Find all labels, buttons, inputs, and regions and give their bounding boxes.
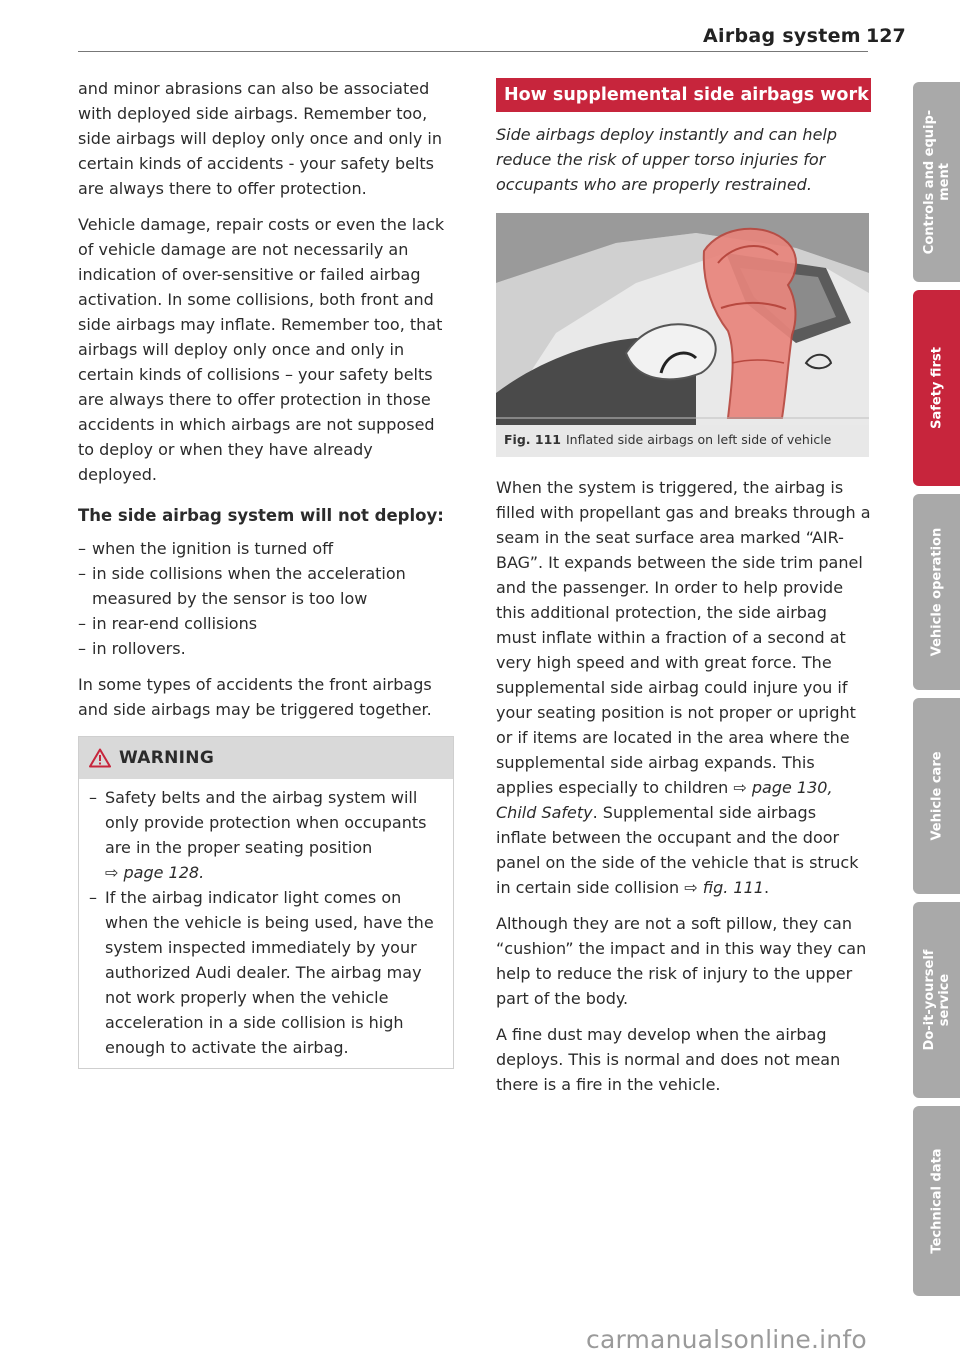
tab-do-it-yourself-service[interactable]: Do-it-yourself service	[913, 902, 960, 1098]
list-item: – when the ignition is turned off	[78, 536, 454, 561]
figure-reference-link[interactable]: ⇨ fig. 111	[684, 878, 764, 897]
warning-header	[79, 737, 453, 779]
tab-vehicle-care[interactable]: Vehicle care	[913, 698, 960, 894]
warning-body	[79, 779, 453, 1068]
list-item: – in side collisions when the acceleration measured by the sensor is too low	[78, 561, 454, 611]
paragraph: Although they are not a soft pillow, they can “cushion” the impact and in this way they can help to reduce the risk of injury to the upper part of the body.	[496, 914, 867, 1008]
warning-box	[78, 736, 454, 1069]
right-column	[496, 76, 871, 1108]
running-title: Airbag system	[703, 25, 861, 47]
paragraph: In some types of accidents the front airbags and side airbags may be triggered together.	[78, 675, 432, 719]
tab-vehicle-operation[interactable]: Vehicle operation	[913, 494, 960, 690]
list-item: – in rollovers.	[78, 636, 454, 661]
paragraph: A fine dust may develop when the airbag deploys. This is normal and does not mean there is a fire in the vehicle.	[496, 1025, 841, 1094]
page-number: 127	[866, 25, 906, 47]
watermark: carmanualsonline.info	[586, 1325, 867, 1354]
bullet-list	[78, 536, 454, 661]
page-reference-link[interactable]: ⇨ page 128.	[105, 863, 205, 882]
intro-paragraph: Side airbags deploy instantly and can help reduce the risk of upper torso injuries for occupants who are properly restrained.	[496, 125, 838, 194]
warning-title: WARNING	[119, 747, 215, 768]
header-rule	[78, 51, 868, 52]
paragraph: Vehicle damage, repair costs or even the lack of vehicle damage are not necessarily an indication of over-sensitive or failed airbag activation. In some collisions, both front and side airbags may inflate. Remember too, that airbags will deploy only once and only in certain kinds of collisions – your safety belts are always there to offer protection in those accidents in which airbags are not supposed to deploy or when they have already deployed.	[78, 215, 445, 484]
left-column	[78, 76, 454, 1069]
tab-safety-first[interactable]: Safety first	[913, 290, 960, 486]
warning-item: – If the airbag indicator light comes on when the vehicle is being used, have the system inspected immediately by your authorized Audi dealer. The airbag may not work properly when the vehicle acceleration in a side collision is high enough to activate the airbag.	[89, 885, 435, 1060]
warning-item: – Safety belts and the airbag system will only provide protection when occupants are in the proper seating position ⇨ page 128.	[89, 785, 435, 885]
section-title: How supplemental side airbags work	[496, 78, 871, 112]
subheading: The side airbag system will not deploy:	[78, 506, 444, 525]
side-airbag-illustration	[496, 213, 869, 425]
figure-label: Fig. 111	[504, 432, 561, 447]
list-item: – in rear-end collisions	[78, 611, 454, 636]
warning-triangle-icon	[89, 748, 111, 768]
figure-caption	[496, 425, 869, 457]
tab-controls-and-equipment[interactable]: Controls and equip- ment	[913, 82, 960, 282]
figure	[496, 213, 869, 457]
paragraph: When the system is triggered, the airbag is filled with propellant gas and breaks through a seam in the seat surface area marked “AIR-BAG”. It expands between the side trim panel and the passenger. In order to help provide this additional protection, the side airbag must inflate within a fraction of a second at very high speed and with great force. The supplemental side airbag could injure you if your seating position is not proper or upright or if items are located in the area where the supplemental side airbag expands. This applies especially to children ⇨ page 130, Child Safety. Supplemental side airbags inflate between the occupant and the door panel on the side of the vehicle that is struck in certain side collision ⇨ fig. 111.	[496, 478, 871, 897]
paragraph: and minor abrasions can also be associated with deployed side airbags. Remember too, side airbags will deploy only once and only in certain kinds of accidents - your safety belts are always there to offer protection.	[78, 79, 442, 198]
figure-caption-text: Inflated side airbags on left side of vehicle	[565, 432, 832, 447]
page-reference-link[interactable]: ⇨ page 130, Child Safety	[496, 778, 833, 822]
tab-technical-data[interactable]: Technical data	[913, 1106, 960, 1296]
